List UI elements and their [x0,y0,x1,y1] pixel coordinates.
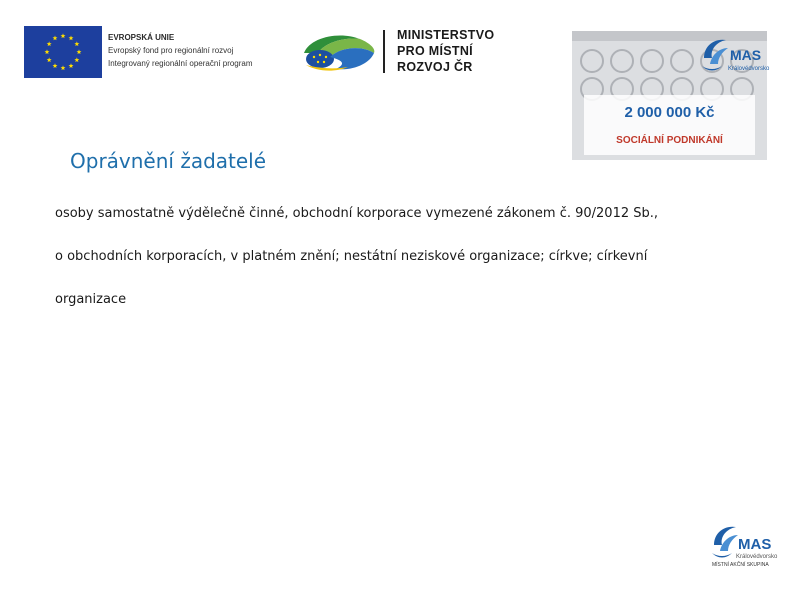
eu-star-icon [47,57,52,62]
body-line-1: osoby samostatně výdělečně činné, obchodní korporace vymezené zákonem č. 90/2012 Sb., [55,206,659,221]
promo-region-label: Královédvorsko [728,66,770,72]
promo-subtitle: SOCIÁLNÍ PODNIKÁNÍ [616,135,723,146]
eu-logo-line2: Evropský fond pro regionální rozvoj [108,46,234,55]
eu-star-icon [74,41,79,46]
eu-star-icon [53,63,58,68]
eu-star-icon [69,36,74,41]
mmr-logo [300,27,515,75]
eu-star-icon [77,49,82,54]
body-line-2: o obchodních korporacích, v platném znění; nestátní neziskové organizace; církve; církevní [55,249,648,264]
body-text [55,204,775,333]
promo-banner [572,31,770,160]
footer-mas-label: MAS [738,536,772,553]
body-line-3: organizace [55,292,127,307]
footer-tagline: MÍSTNÍ AKČNÍ SKUPINA [712,562,769,568]
eu-star-icon [61,33,66,38]
eu-star-icon [47,41,52,46]
page-title: Oprávnění žadatelé [70,149,267,173]
mas-logo-icon [700,36,770,76]
mmr-divider [383,30,385,73]
eu-logo [24,26,282,78]
mmr-emblem-icon [300,31,378,73]
eu-star-icon [45,49,50,54]
eu-logo-line3: Integrovaný regionální operační program [108,59,253,68]
mmr-logo-line1: MINISTERSTVO [397,28,495,42]
eu-logo-line1: EVROPSKÁ UNIE [108,33,175,42]
footer-mas-logo-icon [710,521,782,569]
eu-star-icon [53,36,58,41]
promo-mas-label: MAS [730,47,762,63]
eu-star-icon [61,65,66,70]
footer-region-label: Královédvorsko [736,554,778,560]
mmr-logo-text [397,27,494,75]
eu-star-icon [74,57,79,62]
mmr-logo-line2: PRO MÍSTNÍ [397,44,473,58]
mmr-logo-line3: ROZVOJ ČR [397,60,473,74]
eu-star-icon [69,63,74,68]
promo-amount: 2 000 000 Kč [624,104,715,121]
eu-flag-icon [24,26,102,78]
eu-logo-text [108,31,253,70]
